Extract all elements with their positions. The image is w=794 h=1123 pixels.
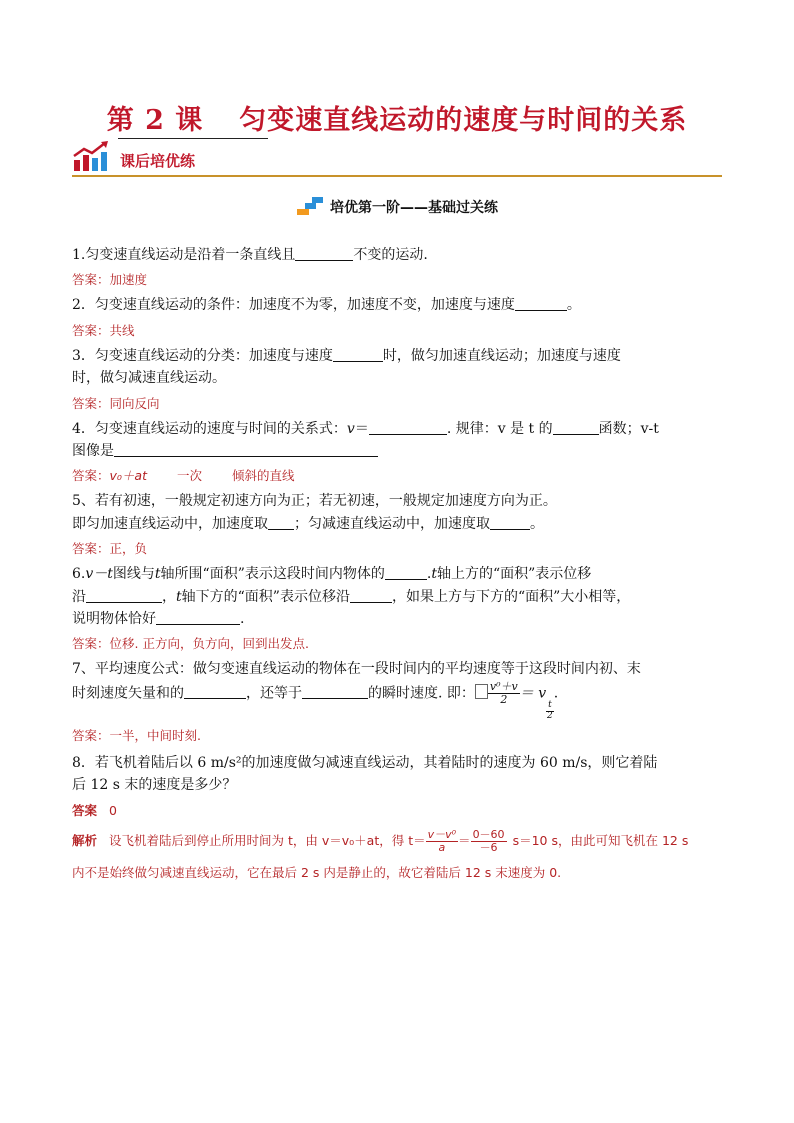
section-header [72, 136, 722, 176]
answer-4: 答案：v₀＋at 一次 倾斜的直线 [72, 468, 295, 484]
mean-velocity-fraction: $\frac{\text{v⁰＋v}}{2}$ [489, 679, 518, 706]
question-8: 8．若飞机着陆后以 6 m/s²的加速度做匀减速直线运动，其着陆时的速度为 60 m/s，则它着陆 后 12 s 末的速度是多少？ [72, 755, 658, 794]
answer-blank [553, 420, 599, 435]
page-title [0, 98, 794, 137]
answer-8: 答案 0 [72, 802, 117, 818]
solution-8: 解析 设飞机着陆后到停止所用时间为 t，由 v＝v₀＋at，得 t＝ $\frac{\text{v－v⁰}}{a}$ ＝ $\frac{0-60}{-6}$ s＝10 s，由此可知飞机在 12 s 内不是始终做匀减速直线运动，它在最后 2 s 内是静止的，故它着陆后 12 s 末速度为 0. [72, 827, 689, 881]
answer-blank [490, 515, 530, 530]
solution-fraction-2: $\frac{0-60}{-6}$ [472, 827, 505, 854]
answer-blank [302, 684, 368, 699]
growth-chart-icon [72, 140, 110, 172]
lesson-topic: 匀变速直线运动的速度与时间的关系 [239, 105, 688, 136]
stairs-icon [296, 196, 324, 216]
answer-blank [333, 347, 383, 362]
section-label: 课后培优练 [120, 152, 196, 170]
solution-fraction-1: $\frac{\text{v－v⁰}}{a}$ [427, 827, 457, 854]
lesson-number: 第 2 课 [106, 105, 204, 136]
question-7: 7、平均速度公式：做匀变速直线运动的物体在一段时间内的平均速度等于这段时间内初、末 时刻速度矢量和的 ，还等于 的瞬时速度. 即： $\frac{\text{v⁰＋v}}{2}$ ＝ v $\frac{t}{2}$ . [72, 661, 641, 722]
question-4: 4．匀变速直线运动的速度与时间的关系式：v＝ . 规律：v 是 t 的 函数；v-t 图像是 [72, 420, 659, 459]
mean-velocity-symbol [475, 684, 488, 699]
answer-blank [156, 610, 240, 625]
answer-blank [268, 515, 294, 530]
answer-3: 答案：同向反向 [72, 395, 160, 411]
answer-2: 答案：共线 [72, 322, 135, 338]
question-5: 5、若有初速，一般规定初速方向为正；若无初速，一般规定加速度方向为正。 即匀加速直线运动中，加速度取 ；匀减速直线运动中，加速度取 。 [72, 493, 557, 532]
question-1: 1.匀变速直线运动是沿着一条直线且 不变的运动. [72, 247, 428, 263]
answer-blank [369, 420, 447, 435]
stage-title [0, 196, 794, 217]
answer-blank [114, 442, 378, 457]
answer-blank [385, 565, 427, 580]
answer-1: 答案：加速度 [72, 272, 148, 288]
question-6: 6.v－t图线与t轴所围“面积”表示这段时间内物体的 .t轴上方的“面积”表示位移 沿 ，t轴下方的“面积”表示位移沿 ，如果上方与下方的“面积”大小相等， 说明物体恰好 . [72, 566, 631, 627]
answer-7: 答案：一半，中间时刻. [72, 728, 201, 744]
header-short-rule [118, 138, 268, 139]
stage-label: 培优第一阶——基础过关练 [330, 200, 498, 216]
half-time-subscript: $\frac{t}{2}$ [547, 700, 553, 722]
header-long-rule [72, 175, 722, 177]
question-3: 3．匀变速直线运动的分类：加速度与速度 时，做匀加速直线运动；加速度与速度 时，做匀减速直线运动。 [72, 347, 621, 387]
question-2: 2．匀变速直线运动的条件：加速度不为零，加速度不变，加速度与速度 。 [72, 297, 581, 314]
answer-blank [515, 296, 567, 311]
answer-6: 答案：位移. 正方向，负方向，回到出发点. [72, 636, 309, 652]
answer-blank [295, 246, 353, 261]
answer-blank [350, 588, 392, 603]
answer-5: 答案：正，负 [72, 541, 148, 557]
answer-blank [86, 588, 162, 603]
question-list [72, 244, 724, 890]
answer-blank [184, 684, 246, 699]
